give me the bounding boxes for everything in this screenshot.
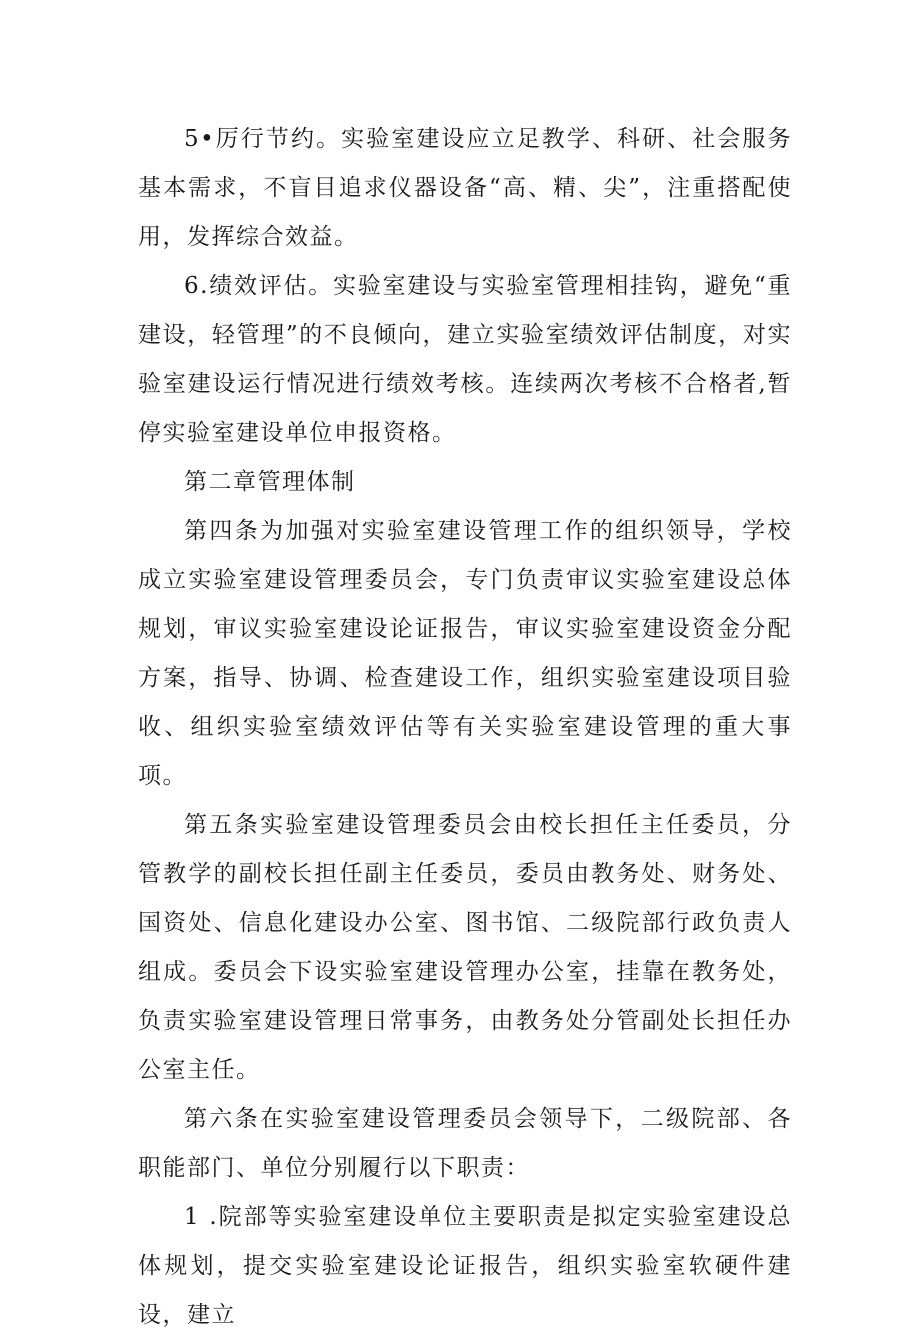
chapter-heading: 第二章管理体制	[184, 469, 356, 495]
document-body	[138, 115, 792, 1340]
article-5: 第五条实验室建设管理委员会由校长担任主任委员，分管教学的副校长担任副主任委员，委员由教务处、财务处、国资处、信息化建设办公室、图书馆、二级院部行政负责人组成。委员会下设实验室建设管理办公室，挂靠在教务处，负责实验室建设管理日常事务，由教务处分管副处长担任办公室主任。	[138, 812, 792, 1083]
paragraph-frugality: 5•厉行节约。实验室建设应立足教学、科研、社会服务基本需求，不盲目追求仪器设备“高、精、尖”，注重搭配使用，发挥综合效益。	[138, 126, 792, 250]
article-6-item-1: 1 .院部等实验室建设单位主要职责是拟定实验室建设总体规划，提交实验室建设论证报告，组织实验室软硬件建设，建立	[138, 1204, 792, 1328]
article-4: 第四条为加强对实验室建设管理工作的组织领导，学校成立实验室建设管理委员会，专门负责审议实验室建设总体规划，审议实验室建设论证报告，审议实验室建设资金分配方案，指导、协调、检查建设工作，组织实验室建设项目验收、组织实验室绩效评估等有关实验室建设管理的重大事项。	[138, 518, 792, 789]
article-6: 第六条在实验室建设管理委员会领导下，二级院部、各职能部门、单位分别履行以下职责：	[138, 1106, 792, 1181]
paragraph-performance-evaluation: 6.绩效评估。实验室建设与实验室管理相挂钩，避免“重建设，轻管理”的不良倾向，建立实验室绩效评估制度，对实验室建设运行情况进行绩效考核。连续两次考核不合格者,暂停实验室建设单位申报资格。	[138, 273, 792, 446]
